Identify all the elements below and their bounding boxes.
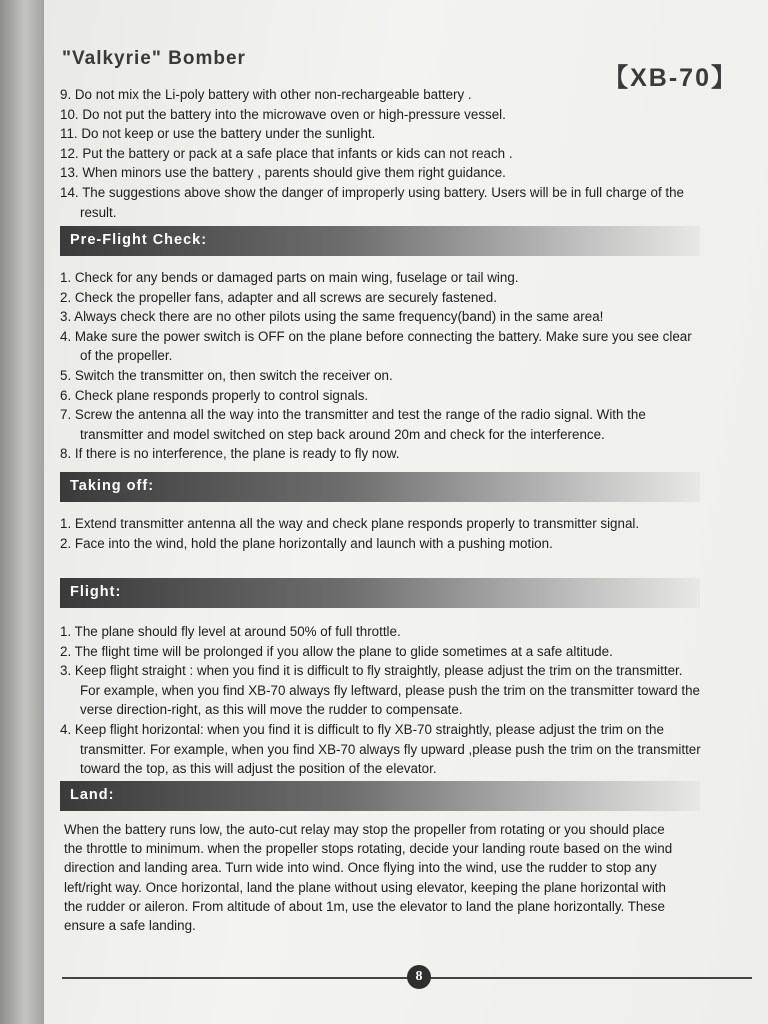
preflight-list <box>60 268 702 464</box>
takeoff-list <box>60 514 702 553</box>
list-item: 3. Keep flight straight : when you find it is difficult to fly straightly, please adjust the trim on the transmitter. For example, when you find XB-70 always fly leftward, please push the trim on the transmitter toward the verse direction-right, as this will move the rudder to compensate. <box>60 663 700 718</box>
list-item: 3. Always check there are no other pilots using the same frequency(band) in the same area! <box>60 309 604 325</box>
section-banner-takeoff <box>60 472 700 502</box>
list-item: 7. Screw the antenna all the way into the transmitter and test the range of the radio signal. With the transmitter and model switched on step back around 20m and check for the interference. <box>60 407 646 442</box>
list-item: 6. Check plane responds properly to control signals. <box>60 387 369 403</box>
battery-safety-list <box>60 85 702 222</box>
list-item: 9. Do not mix the Li-poly battery with other non-rechargeable battery . <box>60 87 472 102</box>
section-title-land: Land: <box>70 787 115 803</box>
section-banner-flight <box>60 578 700 608</box>
flight-list <box>60 622 702 779</box>
list-item: 5. Switch the transmitter on, then switch the receiver on. <box>60 367 393 383</box>
list-item: 8. If there is no interference, the plane is ready to fly now. <box>60 446 400 462</box>
section-banner-preflight <box>60 226 700 256</box>
list-item: 2. Check the propeller fans, adapter and all screws are securely fastened. <box>60 289 497 305</box>
list-item: 1. Check for any bends or damaged parts on main wing, fuselage or tail wing. <box>60 270 519 285</box>
list-item: 2. Face into the wind, hold the plane horizontally and launch with a pushing motion. <box>60 535 553 551</box>
list-item: 1. The plane should fly level at around 50% of full throttle. <box>60 624 401 639</box>
section-title-preflight: Pre-Flight Check: <box>70 232 208 248</box>
list-item: 2. The flight time will be prolonged if you allow the plane to glide sometimes at a safe altitude. <box>60 643 613 659</box>
section-banner-land <box>60 781 700 811</box>
page-number: 8 <box>407 965 431 989</box>
list-item: 14. The suggestions above show the danger of improperly using battery. Users will be in full charge of the result. <box>60 184 685 220</box>
list-item: 12. Put the battery or pack at a safe place that infants or kids can not reach . <box>60 145 513 161</box>
section-title-flight: Flight: <box>70 584 122 600</box>
list-item: 4. Keep flight horizontal: when you find it is difficult to fly XB-70 straightly, please adjust the trim on the transmitter. For example, when you find XB-70 always fly upward ,please push the trim on the transmitter toward the top, as this will adjust the position of the elevator. <box>60 721 701 777</box>
list-item: 4. Make sure the power switch is OFF on the plane before connecting the battery. Make sure you see clear of the propeller. <box>60 328 692 364</box>
list-item: 13. When minors use the battery , parents should give them right guidance. <box>60 165 506 181</box>
landing-paragraph: When the battery runs low, the auto-cut relay may stop the propeller from rotating or you should place the throttle to minimum. when the propeller stops rotating, decide your landing route based on the wind direction and landing area. Turn wide into wind. Once flying into the wind, use the rudder to stop any left/right way. Once horizontal, land the plane without using elevator, keeping the plane horizontal with the rudder or aileron. From altitude of about 1m, use the elevator to land the plane horizontally. These ensure a safe landing. <box>64 822 673 934</box>
binding-spine <box>0 0 46 1024</box>
list-item: 1. Extend transmitter antenna all the way and check plane responds properly to transmitter signal. <box>60 516 640 531</box>
model-badge: 【XB-70】 <box>603 64 738 92</box>
section-title-takeoff: Taking off: <box>70 478 155 494</box>
list-item: 10. Do not put the battery into the microwave oven or high-pressure vessel. <box>60 106 506 122</box>
manual-title: "Valkyrie" Bomber <box>62 48 246 69</box>
list-item: 11. Do not keep or use the battery under the sunlight. <box>60 126 376 142</box>
